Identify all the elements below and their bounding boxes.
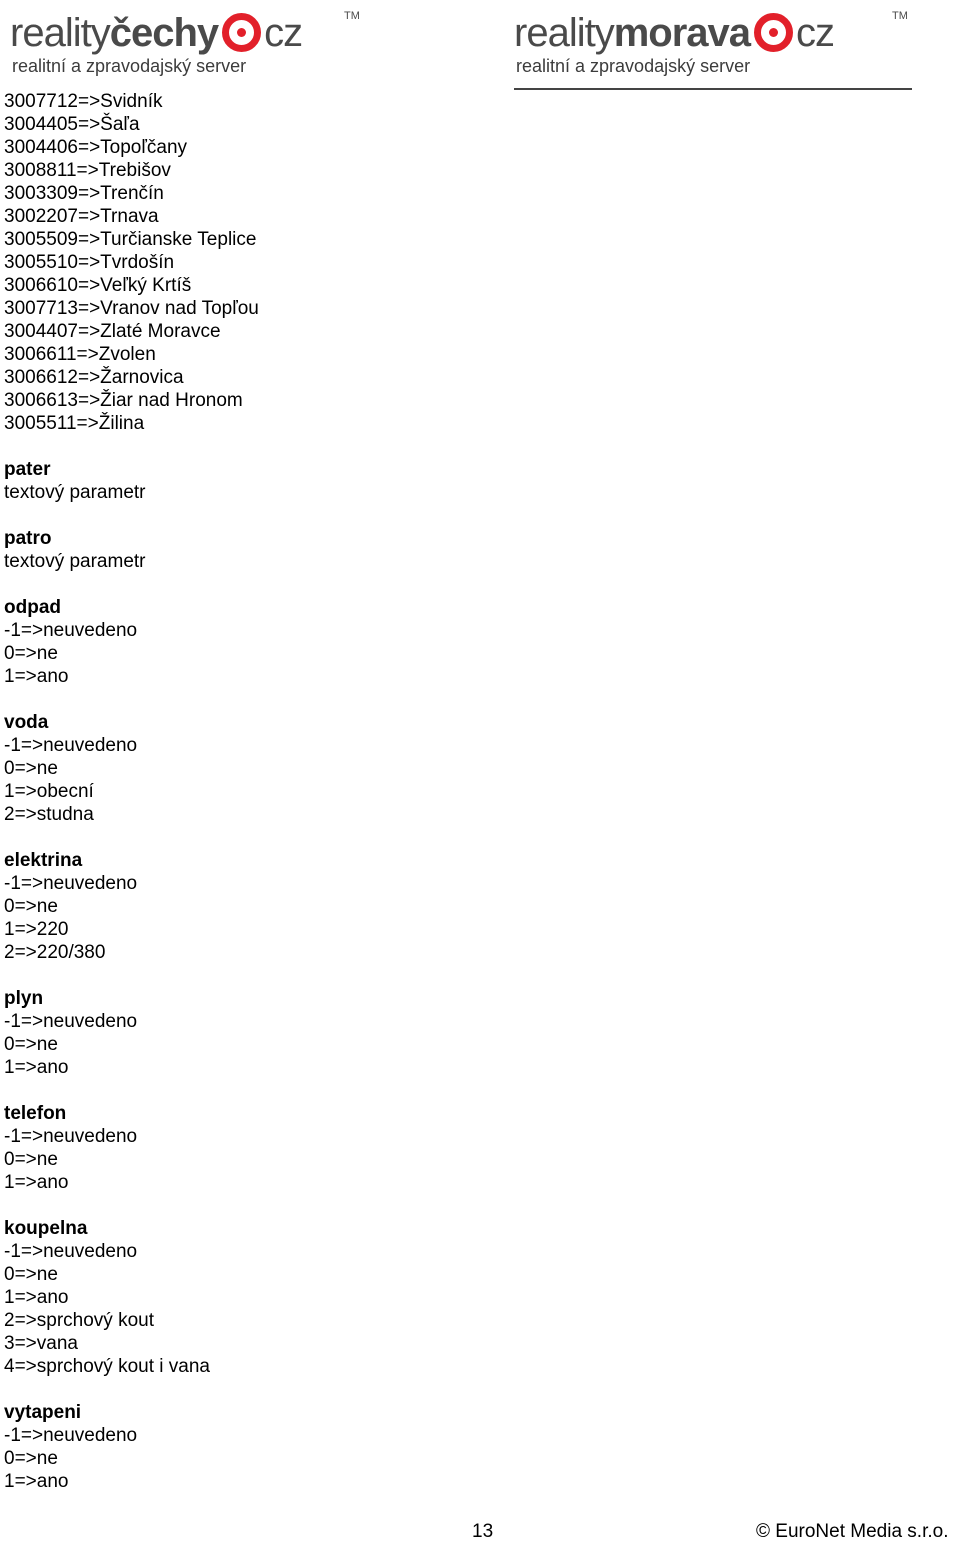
logo-realitycechy-wordmark bbox=[10, 10, 302, 56]
district-item: 3006611=>Zvolen bbox=[4, 344, 156, 365]
param-value: 2=>220/380 bbox=[4, 942, 106, 963]
district-list bbox=[4, 90, 259, 435]
param-value: 0=>ne bbox=[4, 758, 58, 779]
district-item: 3004406=>Topoľčany bbox=[4, 137, 188, 158]
param-values bbox=[4, 872, 259, 964]
param-value: 0=>ne bbox=[4, 1264, 58, 1285]
param-value: 1=>ano bbox=[4, 1172, 69, 1193]
param-heading: patro bbox=[4, 528, 52, 549]
param-values bbox=[4, 481, 259, 504]
district-item: 3005511=>Žilina bbox=[4, 413, 145, 434]
param-patro bbox=[4, 527, 259, 573]
param-value: 1=>ano bbox=[4, 1471, 69, 1492]
param-values bbox=[4, 734, 259, 826]
logo-realitymorava-word-light: reality bbox=[514, 11, 614, 55]
param-value: 3=>vana bbox=[4, 1333, 78, 1354]
logo-realitycechy-word-bold: čechy bbox=[109, 11, 219, 55]
param-value: -1=>neuvedeno bbox=[4, 1425, 138, 1446]
district-item: 3006612=>Žarnovica bbox=[4, 367, 184, 388]
param-value: 2=>studna bbox=[4, 804, 94, 825]
logo-realitycechy-word-light: reality bbox=[10, 11, 110, 55]
page-number: 13 bbox=[472, 1521, 494, 1542]
param-heading: vytapeni bbox=[4, 1402, 82, 1423]
district-item: 3005510=>Tvrdošín bbox=[4, 252, 175, 273]
param-elektrina bbox=[4, 849, 259, 964]
param-value: 0=>ne bbox=[4, 1149, 58, 1170]
param-value: -1=>neuvedeno bbox=[4, 1011, 138, 1032]
param-value: -1=>neuvedeno bbox=[4, 1126, 138, 1147]
param-value: -1=>neuvedeno bbox=[4, 735, 138, 756]
param-value: 0=>ne bbox=[4, 1034, 58, 1055]
param-values bbox=[4, 1010, 259, 1079]
district-item: 3005509=>Turčianske Teplice bbox=[4, 229, 257, 250]
param-voda bbox=[4, 711, 259, 826]
logo-dot-icon bbox=[222, 13, 261, 52]
param-plyn bbox=[4, 987, 259, 1079]
district-item: 3006610=>Veľký Krtíš bbox=[4, 275, 192, 296]
logo-realitycechy-tagline: realitní a zpravodajský server bbox=[12, 56, 247, 76]
param-heading: koupelna bbox=[4, 1218, 88, 1239]
logo-realitymorava-tagline: realitní a zpravodajský server bbox=[516, 56, 751, 76]
param-odpad bbox=[4, 596, 259, 688]
param-heading: odpad bbox=[4, 597, 61, 618]
district-item: 3002207=>Trnava bbox=[4, 206, 159, 227]
param-values bbox=[4, 1125, 259, 1194]
district-item: 3006613=>Žiar nad Hronom bbox=[4, 390, 243, 411]
param-values bbox=[4, 1424, 259, 1493]
header-divider bbox=[514, 88, 912, 90]
district-item: 3007712=>Svidník bbox=[4, 91, 163, 112]
param-heading: voda bbox=[4, 712, 49, 733]
param-heading: plyn bbox=[4, 988, 44, 1009]
param-value: textový parametr bbox=[4, 482, 146, 503]
param-value: -1=>neuvedeno bbox=[4, 873, 138, 894]
district-item: 3004405=>Šaľa bbox=[4, 114, 140, 135]
param-value: 2=>sprchový kout bbox=[4, 1310, 154, 1331]
logo-realitymorava-word-bold: morava bbox=[613, 11, 751, 55]
logo-realitymorava bbox=[514, 0, 914, 86]
param-values bbox=[4, 550, 259, 573]
logo-realitymorava-trademark: TM bbox=[892, 10, 908, 22]
district-item: 3008811=>Trebišov bbox=[4, 160, 171, 181]
param-telefon bbox=[4, 1102, 259, 1194]
district-item: 3007713=>Vranov nad Topľou bbox=[4, 298, 259, 319]
copyright-notice: © EuroNet Media s.r.o. bbox=[756, 1521, 949, 1542]
param-value: 1=>ano bbox=[4, 666, 69, 687]
param-value: -1=>neuvedeno bbox=[4, 1241, 138, 1262]
district-item: 3004407=>Zlaté Moravce bbox=[4, 321, 221, 342]
logo-realitymorava-wordmark bbox=[514, 10, 834, 56]
param-value: 1=>220 bbox=[4, 919, 69, 940]
logo-realitycechy-trademark: TM bbox=[344, 10, 360, 22]
logo-dot-icon bbox=[754, 13, 793, 52]
param-vytapeni bbox=[4, 1401, 259, 1493]
param-values bbox=[4, 619, 259, 688]
document-body bbox=[4, 90, 259, 1493]
district-item: 3003309=>Trenčín bbox=[4, 183, 164, 204]
param-values bbox=[4, 1240, 259, 1378]
param-heading: telefon bbox=[4, 1103, 67, 1124]
logo-realitycechy-suffix: cz bbox=[264, 11, 303, 55]
param-value: 4=>sprchový kout i vana bbox=[4, 1356, 210, 1377]
param-value: -1=>neuvedeno bbox=[4, 620, 138, 641]
logo-realitycechy bbox=[10, 0, 370, 86]
param-heading: elektrina bbox=[4, 850, 83, 871]
param-pater bbox=[4, 458, 259, 504]
param-value: 1=>obecní bbox=[4, 781, 94, 802]
param-koupelna bbox=[4, 1217, 259, 1378]
param-value: 1=>ano bbox=[4, 1287, 69, 1308]
logo-realitymorava-suffix: cz bbox=[796, 11, 835, 55]
param-value: 0=>ne bbox=[4, 896, 58, 917]
param-value: textový parametr bbox=[4, 551, 146, 572]
param-value: 0=>ne bbox=[4, 1448, 58, 1469]
param-value: 0=>ne bbox=[4, 643, 58, 664]
param-heading: pater bbox=[4, 459, 51, 480]
param-value: 1=>ano bbox=[4, 1057, 69, 1078]
